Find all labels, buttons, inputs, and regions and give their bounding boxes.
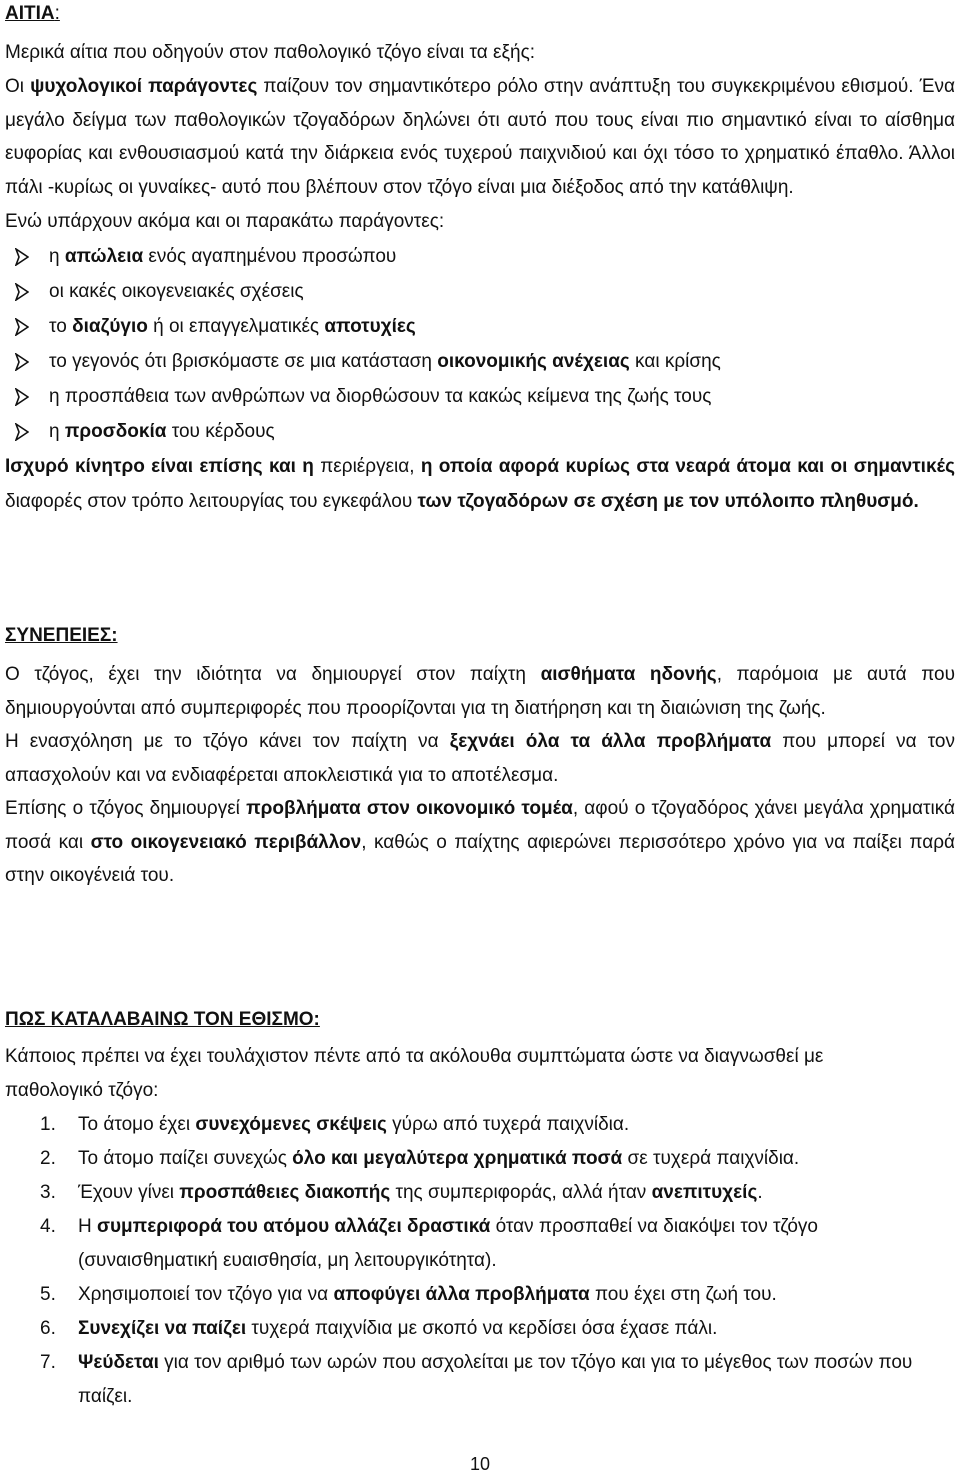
list-item xyxy=(40,1210,955,1278)
diagnosis-intro: Κάποιος πρέπει να έχει τουλάχιστον πέντε από τα ακόλουθα συμπτώματα ώστε να διαγνωσθεί με παθολογικό τζόγο: xyxy=(5,1046,824,1101)
diagnosis-heading: ΠΩΣ ΚΑΤΑΛΑΒΑΙΝΩ ΤΟΝ ΕΘΙΣΜΟ: xyxy=(5,1009,320,1030)
arrow-bullet-icon xyxy=(15,318,29,336)
page-number: 10 xyxy=(469,1454,491,1474)
motive-paragraph: Ισχυρό κίνητρο είναι επίσης και η περιέργεια, η οποία αφορά κυρίως στα νεαρά άτομα και οι σημαντικές διαφορές στον τρόπο λειτουργίας του εγκεφάλου των τζογαδόρων σε σχέση με τον υπόλοιπο πληθυσμό. xyxy=(5,456,956,512)
list-item: το διαζύγιο ή οι επαγγελματικές αποτυχίες xyxy=(15,309,955,344)
list-item-text: Ψεύδεται για τον αριθμό των ωρών που ασχολείται με τον τζόγο και για το μέγεθος των ποσών που παίζει. xyxy=(78,1352,913,1407)
causes-heading-text: ΑΙΤΙΑ xyxy=(5,3,55,24)
consequences-paragraph-2: Η ενασχόληση με το τζόγο κάνει τον παίχτη να ξεχνάει όλα τα άλλα προβλήματα που μπορεί να τον απασχολούν και να ενδιαφέρεται αποκλειστικά για το αποτέλεσμα. xyxy=(5,731,955,786)
psychological-factors-emphasis: ψυχολογικοί παράγοντες xyxy=(30,76,258,97)
factors-list xyxy=(5,239,955,449)
arrow-bullet-icon xyxy=(15,248,29,266)
list-item-number: 1. xyxy=(40,1114,56,1135)
causes-heading-colon: : xyxy=(54,3,60,24)
list-item xyxy=(40,1108,955,1142)
list-item-number: 4. xyxy=(40,1216,56,1237)
list-item-number: 5. xyxy=(40,1284,56,1305)
list-item xyxy=(40,1176,955,1210)
causes-intro: Μερικά αίτια που οδηγούν στον παθολογικό τζόγο είναι τα εξής: xyxy=(5,42,536,63)
list-item xyxy=(40,1278,955,1312)
consequences-section xyxy=(5,622,955,893)
list-item-text: Συνεχίζει να παίζει τυχερά παιχνίδια με σκοπό να κερδίσει όσα έχασε πάλι. xyxy=(78,1318,718,1339)
list-item xyxy=(40,1142,955,1176)
arrow-bullet-icon xyxy=(15,353,29,371)
list-item-number: 2. xyxy=(40,1148,56,1169)
arrow-bullet-icon xyxy=(15,388,29,406)
list-item xyxy=(40,1312,955,1346)
factors-intro: Ενώ υπάρχουν ακόμα και οι παρακάτω παράγοντες: xyxy=(5,211,445,232)
arrow-bullet-icon xyxy=(15,283,29,301)
list-item-number: 3. xyxy=(40,1182,56,1203)
consequences-paragraph-3: Επίσης ο τζόγος δημιουργεί προβλήματα στον οικονομικό τομέα, αφού ο τζογαδόρος χάνει μεγάλα χρηματικά ποσά και στο οικογενειακό περιβάλλον, καθώς ο παίχτης αφιερώνει περισσότερο χρόνο για να παίξει παρά στην οικογένειά του. xyxy=(5,798,956,886)
list-item: η προσδοκία του κέρδους xyxy=(15,414,955,449)
list-item: η απώλεια ενός αγαπημένου προσώπου xyxy=(15,239,955,274)
causes-heading xyxy=(5,0,955,28)
symptoms-list xyxy=(5,1108,955,1414)
list-item-text: Έχουν γίνει προσπάθειες διακοπής της συμπεριφοράς, αλλά ήταν ανεπιτυχείς. xyxy=(78,1182,763,1203)
list-item-text: Χρησιμοποιεί τον τζόγο για να αποφύγει άλλα προβλήματα που έχει στη ζωή του. xyxy=(78,1284,777,1305)
list-item-text: Το άτομο έχει συνεχόμενες σκέψεις γύρω από τυχερά παιχνίδια. xyxy=(78,1114,630,1135)
list-item-number: 6. xyxy=(40,1318,56,1339)
list-item-text: Το άτομο παίζει συνεχώς όλο και μεγαλύτερα χρηματικά ποσά σε τυχερά παιχνίδια. xyxy=(78,1148,800,1169)
consequences-paragraph-1: Ο τζόγος, έχει την ιδιότητα να δημιουργεί στον παίχτη αισθήματα ηδονής, παρόμοια με αυτά που δημιουργούνται από συμπεριφορές που προορίζονται για τη διατήρηση και τη διαιώνιση της ζωής. xyxy=(5,664,956,719)
list-item-text: Η συμπεριφορά του ατόμου αλλάζει δραστικά όταν προσπαθεί να διακόψει τον τζόγο (συναισθηματική ευαισθησία, μη λειτουργικότητα). xyxy=(78,1216,818,1271)
arrow-bullet-icon xyxy=(15,423,29,441)
causes-section xyxy=(5,0,955,519)
consequences-heading: ΣΥΝΕΠΕΙΕΣ: xyxy=(5,625,118,646)
causes-paragraph: Οι ψυχολογικοί παράγοντες παίζουν τον σημαντικότερο ρόλο στην ανάπτυξη του συγκεκριμένου εθισμού. Ένα μεγάλο δείγμα των παθολογικών τζογαδόρων δηλώνει ότι αυτό που τους είναι πιο σημαντικό είναι το αίσθημα ευφορίας και ενθουσιασμού κατά την διάρκεια ενός τυχερού παιχνιδιού και όχι τόσο το χρηματικό έπαθλο. Άλλοι πάλι -κυρίως οι γυναίκες- αυτό που βλέπουν στον τζόγο είναι μια διέξοδος από την κατάθλιψη. xyxy=(5,76,955,198)
list-item: οι κακές οικογενειακές σχέσεις xyxy=(15,274,955,309)
list-item xyxy=(40,1346,955,1414)
list-item: το γεγονός ότι βρισκόμαστε σε μια κατάσταση οικονομικής ανέχειας και κρίσης xyxy=(15,344,955,379)
list-item: η προσπάθεια των ανθρώπων να διορθώσουν τα κακώς κείμενα της ζωής τους xyxy=(15,379,955,414)
diagnosis-section xyxy=(5,1006,955,1414)
list-item-number: 7. xyxy=(40,1352,56,1373)
